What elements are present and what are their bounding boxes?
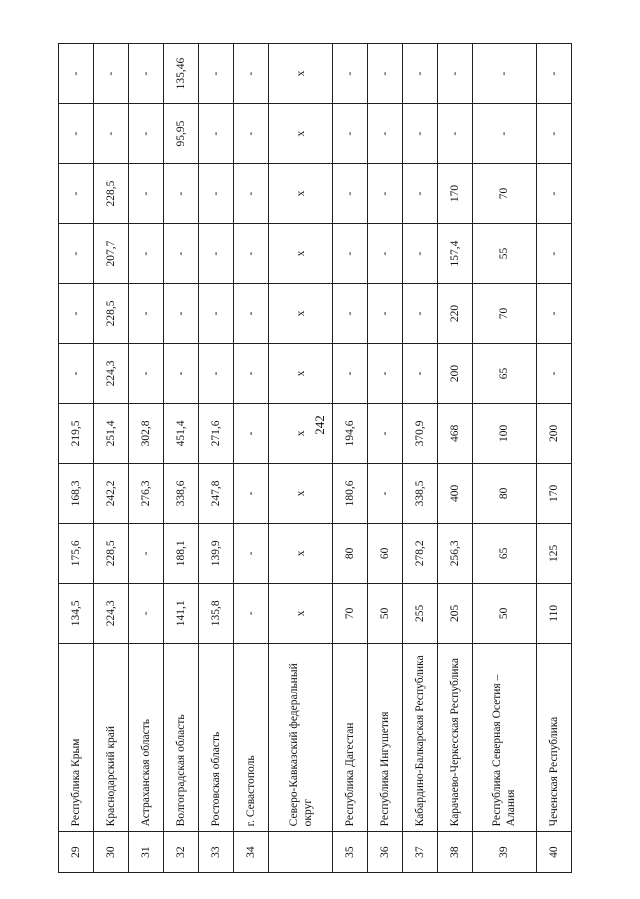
value-cell: 80 [332, 523, 367, 583]
value-cell: 207,7 [94, 224, 129, 284]
value-cell: - [234, 284, 269, 344]
value-cell: 194,6 [332, 403, 367, 463]
region-name-cell: Республика Ингушетия [367, 643, 402, 832]
value-cell: - [129, 44, 164, 104]
value-cell: x [269, 343, 333, 403]
value-cell: - [332, 284, 367, 344]
value-cell: - [367, 284, 402, 344]
value-cell: - [367, 224, 402, 284]
value-cell: 134,5 [59, 583, 94, 643]
value-cell: 170 [438, 164, 473, 224]
region-name-cell: Астраханская область [129, 643, 164, 832]
value-cell: x [269, 164, 333, 224]
value-cell: - [402, 164, 437, 224]
value-cell: 139,9 [199, 523, 234, 583]
value-cell: - [199, 164, 234, 224]
value-cell: - [129, 284, 164, 344]
table-row [199, 44, 234, 873]
value-cell: 188,1 [164, 523, 199, 583]
value-cell: 338,5 [402, 463, 437, 523]
value-cell: - [234, 44, 269, 104]
value-cell: - [199, 104, 234, 164]
value-cell: 50 [367, 583, 402, 643]
region-name-cell: Волгоградская область [164, 643, 199, 832]
value-cell: - [129, 224, 164, 284]
value-cell: 228,5 [94, 164, 129, 224]
value-cell: - [536, 164, 571, 224]
value-cell: x [269, 44, 333, 104]
value-cell: - [402, 44, 437, 104]
value-cell: - [536, 44, 571, 104]
value-cell: 271,6 [199, 403, 234, 463]
value-cell: - [164, 224, 199, 284]
value-cell: - [367, 463, 402, 523]
value-cell: - [199, 343, 234, 403]
value-cell: - [234, 403, 269, 463]
value-cell: 220 [438, 284, 473, 344]
region-name-cell: Краснодарский край [94, 643, 129, 832]
row-number-cell: 34 [234, 832, 269, 873]
value-cell: - [234, 343, 269, 403]
value-cell: - [59, 164, 94, 224]
value-cell: - [59, 343, 94, 403]
value-cell: 400 [438, 463, 473, 523]
value-cell: - [367, 403, 402, 463]
value-cell: - [332, 343, 367, 403]
value-cell: - [536, 104, 571, 164]
row-number-cell: 35 [332, 832, 367, 873]
value-cell: - [59, 284, 94, 344]
value-cell: - [129, 583, 164, 643]
value-cell: x [269, 463, 333, 523]
row-number-cell: 29 [59, 832, 94, 873]
value-cell: 468 [438, 403, 473, 463]
value-cell: 180,6 [332, 463, 367, 523]
table-row [269, 44, 333, 873]
region-name-cell: Республика Северная Осетия – Алания [473, 643, 537, 832]
value-cell: - [129, 343, 164, 403]
value-cell: - [164, 284, 199, 344]
value-cell: 141,1 [164, 583, 199, 643]
value-cell: - [536, 343, 571, 403]
table-row [164, 44, 199, 873]
table-row [402, 44, 437, 873]
value-cell: - [59, 224, 94, 284]
value-cell: 100 [473, 403, 537, 463]
value-cell: 55 [473, 224, 537, 284]
value-cell: - [536, 224, 571, 284]
value-cell: 451,4 [164, 403, 199, 463]
value-cell: x [269, 523, 333, 583]
region-name-cell: Республика Дагестан [332, 643, 367, 832]
row-number-cell: 30 [94, 832, 129, 873]
value-cell: 110 [536, 583, 571, 643]
value-cell: - [473, 104, 537, 164]
value-cell: 125 [536, 523, 571, 583]
region-name-cell: Северо-Кавказский федеральный округ [269, 643, 333, 832]
value-cell: 65 [473, 523, 537, 583]
value-cell: - [332, 224, 367, 284]
table-row [234, 44, 269, 873]
row-number-cell [269, 832, 333, 873]
value-cell: 302,8 [129, 403, 164, 463]
table-row [438, 44, 473, 873]
value-cell: - [164, 164, 199, 224]
value-cell: 200 [438, 343, 473, 403]
value-cell: - [402, 224, 437, 284]
value-cell: 95,95 [164, 104, 199, 164]
region-name-cell: Республика Крым [59, 643, 94, 832]
value-cell: 135,46 [164, 44, 199, 104]
value-cell: x [269, 224, 333, 284]
region-name-cell: Ростовская область [199, 643, 234, 832]
row-number-cell: 40 [536, 832, 571, 873]
value-cell: 338,6 [164, 463, 199, 523]
table-row [332, 44, 367, 873]
value-cell: - [332, 44, 367, 104]
value-cell: - [234, 104, 269, 164]
value-cell: 70 [332, 583, 367, 643]
value-cell: - [59, 44, 94, 104]
table-row [473, 44, 537, 873]
row-number-cell: 31 [129, 832, 164, 873]
value-cell: 205 [438, 583, 473, 643]
value-cell: 247,8 [199, 463, 234, 523]
value-cell: 50 [473, 583, 537, 643]
table-row [367, 44, 402, 873]
value-cell: - [367, 104, 402, 164]
row-number-cell: 33 [199, 832, 234, 873]
value-cell: 242,2 [94, 463, 129, 523]
value-cell: - [94, 44, 129, 104]
value-cell: 228,5 [94, 523, 129, 583]
value-cell: 170 [536, 463, 571, 523]
value-cell: - [129, 104, 164, 164]
region-name-cell: Кабардино-Балкарская Республика [402, 643, 437, 832]
value-cell: 157,4 [438, 224, 473, 284]
value-cell: - [367, 164, 402, 224]
value-cell: - [332, 164, 367, 224]
value-cell: - [332, 104, 367, 164]
value-cell: 251,4 [94, 403, 129, 463]
value-cell: 370,9 [402, 403, 437, 463]
value-cell: - [438, 44, 473, 104]
value-cell: x [269, 284, 333, 344]
value-cell: - [199, 284, 234, 344]
value-cell: - [234, 523, 269, 583]
value-cell: 224,3 [94, 343, 129, 403]
value-cell: - [402, 343, 437, 403]
value-cell: 219,5 [59, 403, 94, 463]
value-cell: 228,5 [94, 284, 129, 344]
value-cell: 278,2 [402, 523, 437, 583]
value-cell: - [199, 44, 234, 104]
value-cell: x [269, 583, 333, 643]
value-cell: 276,3 [129, 463, 164, 523]
value-cell: - [473, 44, 537, 104]
rotated-table-container [58, 43, 572, 873]
value-cell: - [234, 224, 269, 284]
data-table [58, 43, 572, 873]
value-cell: - [199, 224, 234, 284]
value-cell: - [367, 343, 402, 403]
value-cell: 168,3 [59, 463, 94, 523]
value-cell: - [94, 104, 129, 164]
value-cell: 70 [473, 164, 537, 224]
table-body [59, 44, 572, 873]
value-cell: - [129, 523, 164, 583]
value-cell: 224,3 [94, 583, 129, 643]
value-cell: 70 [473, 284, 537, 344]
region-name-cell: г. Севастополь [234, 643, 269, 832]
value-cell: 60 [367, 523, 402, 583]
region-name-cell: Карачаево-Черкесская Республика [438, 643, 473, 832]
row-number-cell: 39 [473, 832, 537, 873]
value-cell: 80 [473, 463, 537, 523]
value-cell: - [234, 463, 269, 523]
page-number: 242 [312, 415, 327, 435]
value-cell: 200 [536, 403, 571, 463]
value-cell: - [234, 164, 269, 224]
value-cell: 135,8 [199, 583, 234, 643]
table-row [536, 44, 571, 873]
table-row [129, 44, 164, 873]
value-cell: - [129, 164, 164, 224]
value-cell: - [402, 284, 437, 344]
value-cell: - [402, 104, 437, 164]
value-cell: 175,6 [59, 523, 94, 583]
value-cell: - [438, 104, 473, 164]
value-cell: x [269, 403, 333, 463]
value-cell: - [536, 284, 571, 344]
row-number-cell: 37 [402, 832, 437, 873]
value-cell: - [59, 104, 94, 164]
value-cell: x [269, 104, 333, 164]
value-cell: 255 [402, 583, 437, 643]
value-cell: 256,3 [438, 523, 473, 583]
table-row [59, 44, 94, 873]
row-number-cell: 36 [367, 832, 402, 873]
value-cell: - [367, 44, 402, 104]
value-cell: 65 [473, 343, 537, 403]
table-row [94, 44, 129, 873]
value-cell: - [164, 343, 199, 403]
value-cell: - [234, 583, 269, 643]
row-number-cell: 32 [164, 832, 199, 873]
row-number-cell: 38 [438, 832, 473, 873]
region-name-cell: Чеченская Республика [536, 643, 571, 832]
